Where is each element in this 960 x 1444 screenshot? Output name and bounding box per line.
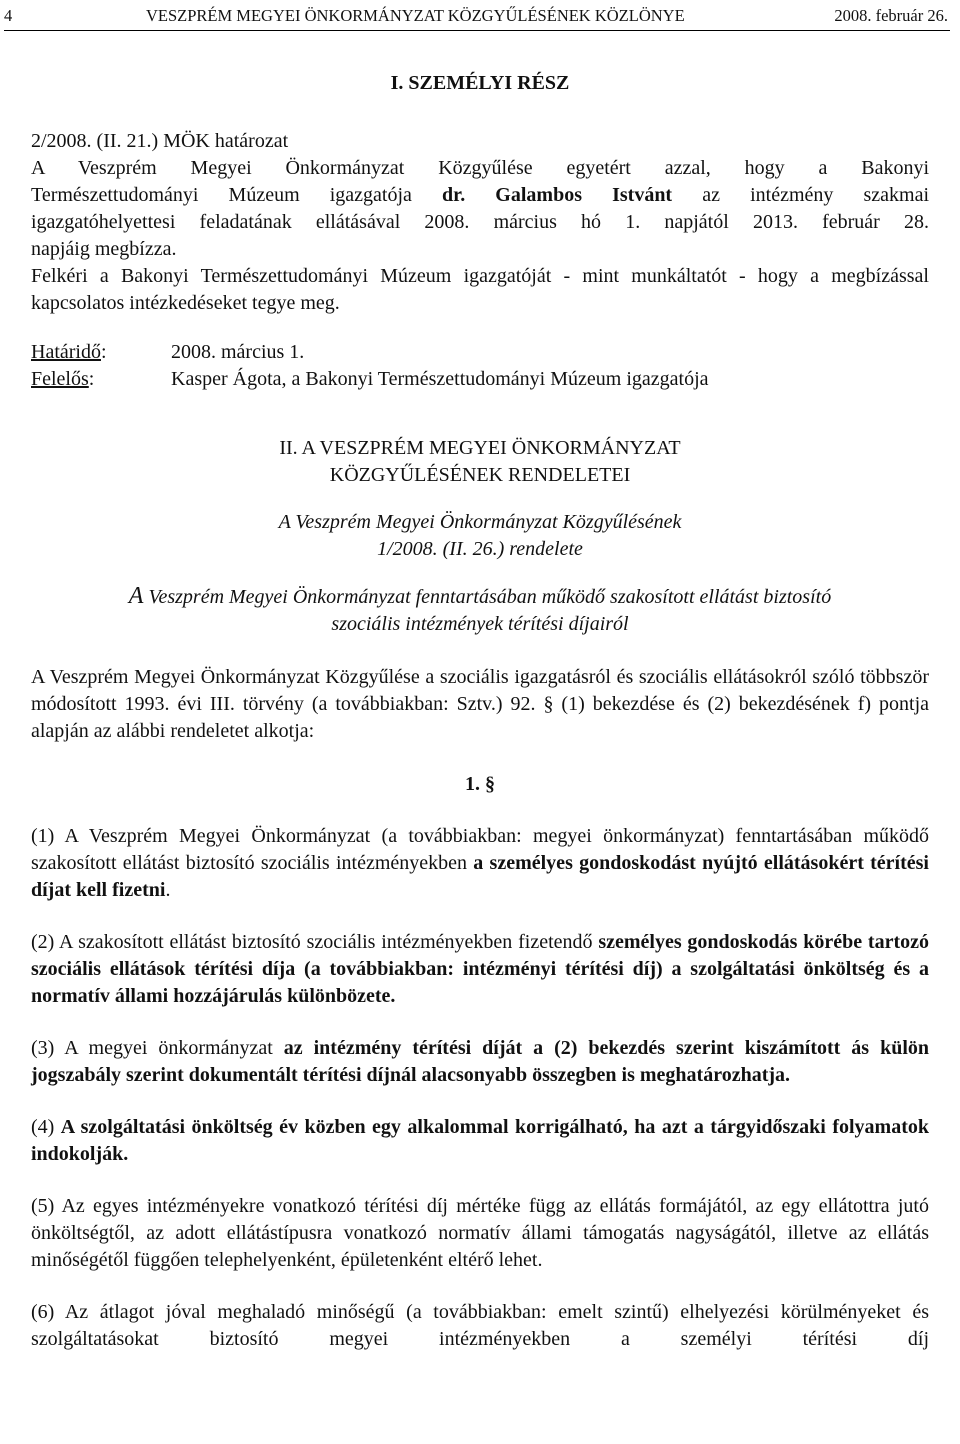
decision-text-line-4: napjáig megbízza.	[31, 238, 177, 260]
deadline-value: 2008. március 1.	[171, 341, 305, 363]
decision-text-line-3: igazgatóhelyettesi feladatának ellátásával 2008. március hó 1. napjától 2013. február 28.	[31, 211, 929, 233]
page-number: 4	[4, 6, 13, 25]
decree-heading-line-1: A Veszprém Megyei Önkormányzat Közgyűlésének	[278, 511, 682, 533]
decree-heading	[31, 509, 929, 563]
decision-number: 2/2008. (II. 21.) MÖK határozat	[31, 130, 289, 152]
paragraph-5: (5) Az egyes intézményekre vonatkozó térítési díj mértéke függ az ellátás formájától, az egy ellátottra jutó önköltségtől, az adott ellátástípusra vonatkozó normatív állami támogatás nagyságától, illetve az ellátás minőségétől függően telephelyenként, épületenként eltérő lehet.	[31, 1195, 929, 1271]
deadline-row	[31, 339, 929, 366]
decree-subject-line-1: A Veszprém Megyei Önkormányzat fenntartásában működő szakosított ellátást biztosító	[128, 583, 832, 609]
paragraph-3: (3) A megyei önkormányzat az intézmény térítési díját a (2) bekezdés szerint kiszámított ás külön jogszabály szerint dokumentált térítési díjnál alacsonyabb összegben is meghatározhatja.	[31, 1037, 929, 1086]
decision-block	[31, 128, 929, 317]
issue-date: 2008. február 26.	[834, 6, 948, 25]
part2-title	[31, 435, 929, 489]
paragraph-1: (1) A Veszprém Megyei Önkormányzat (a továbbiakban: megyei önkormányzat) fenntartásában működő szakosított ellátást biztosító szociális intézményekben a személyes gondoskodást nyújtó ellátásokért térítési díjat kell fizetni.	[31, 825, 929, 901]
decree-heading-line-2: 1/2008. (II. 26.) rendelete	[377, 538, 583, 560]
gazette-title: VESZPRÉM MEGYEI ÖNKORMÁNYZAT KÖZGYŰLÉSÉNEK KÖZLÖNYE	[146, 6, 685, 25]
appointee-name: dr. Galambos Istvánt	[442, 184, 673, 206]
decision-request: Felkéri a Bakonyi Természettudományi Múzeum igazgatóját - mint munkáltatót - hogy a megbízással kapcsolatos intézkedéseket tegye meg.	[31, 265, 929, 314]
paragraph-2: (2) A szakosított ellátást biztosító szociális intézményekben fizetendő személyes gondoskodás körébe tartozó szociális ellátások térítési díja (a továbbiakban: intézményi térítési díj) a szolgáltatási önköltség és a normatív állami hozzájárulás különbözete.	[31, 931, 929, 1007]
preamble: A Veszprém Megyei Önkormányzat Közgyűlése a szociális igazgatásról és szociális ellátásokról szóló többször módosított 1993. évi III. törvény (a továbbiakban: Sztv.) 92. § (1) bekezdése és (2) bekezdésének f) pontja alapján az alábbi rendeletet alkotja:	[31, 666, 929, 742]
responsible-value: Kasper Ágota, a Bakonyi Természettudományi Múzeum igazgatója	[171, 368, 709, 390]
decision-text-line-1: A Veszprém Megyei Önkormányzat Közgyűlése egyetért azzal, hogy a Bakonyi	[31, 157, 929, 179]
decision-text-line-2: Természettudományi Múzeum igazgatója dr. Galambos Istvánt az intézmény szakmai	[31, 184, 930, 206]
part2-title-line-2: KÖZGYŰLÉSÉNEK RENDELETEI	[329, 464, 631, 486]
responsible-label: Felelős:	[31, 368, 95, 390]
responsible-row	[31, 366, 929, 393]
deadline-label: Határidő:	[31, 341, 107, 363]
decision-meta	[31, 339, 929, 393]
page-header	[4, 4, 950, 31]
page-content	[31, 70, 929, 1353]
part1-title: I. SZEMÉLYI RÉSZ	[390, 72, 570, 94]
decree-subject-line-2: szociális intézmények térítési díjairól	[331, 613, 629, 635]
section-title: 1. §	[465, 773, 495, 795]
paragraph-6: (6) Az átlagot jóval meghaladó minőségű (a továbbiakban: emelt szintű) elhelyezési körülményeket és szolgáltatásokat biztosító megyei intézményekben a személyi térítési díj	[31, 1301, 929, 1350]
decree-subject	[31, 583, 929, 638]
part2-title-line-1: II. A VESZPRÉM MEGYEI ÖNKORMÁNYZAT	[279, 437, 681, 459]
paragraph-4: (4) A szolgáltatási önköltség év közben egy alkalommal korrigálható, ha azt a tárgyidőszaki folyamatok indokolják.	[31, 1116, 929, 1165]
